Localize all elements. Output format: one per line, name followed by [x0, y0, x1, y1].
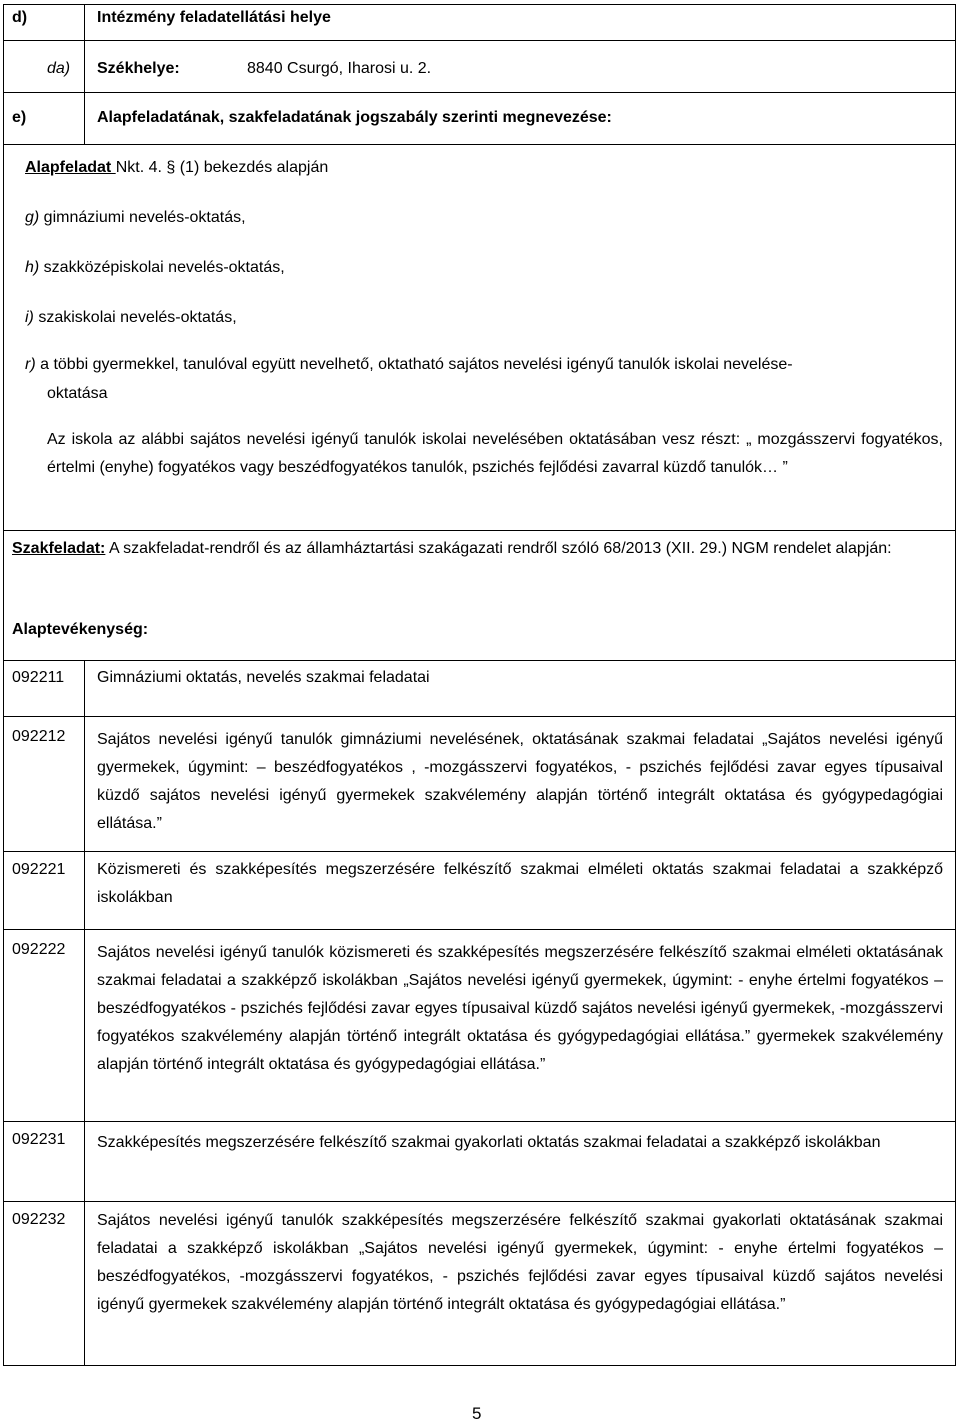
activity-description: Szakképesítés megszerzésére felkészítő szakmai gyakorlati oktatás szakmai feladatai a szakképző iskolákban: [97, 1134, 881, 1151]
row-divider: [3, 40, 956, 41]
list-letter: r): [25, 356, 36, 373]
row-divider: [3, 1121, 956, 1122]
column-divider: [84, 4, 85, 144]
row-divider: [3, 660, 956, 661]
section-d-label: d): [12, 9, 28, 26]
row-divider: [3, 716, 956, 717]
row-divider: [3, 851, 956, 852]
row-divider: [3, 530, 956, 531]
list-text: szakközépiskolai nevelés-oktatás,: [39, 259, 285, 276]
column-divider: [84, 660, 85, 1366]
list-letter: i): [25, 309, 34, 326]
activity-code: 092232: [12, 1211, 66, 1228]
activity-description: Sajátos nevelési igényű tanulók szakképesítés megszerzésére felkészítő szakmai gyakorlati oktatásának szakmai feladatai a szakképző iskolákban „Sajátos nevelési igényű gyermekek, úgymint: - enyhe értelmi fogyatékos – beszédfogyatékos, -mozgásszervi fogyatékos, - pszichés fejlődési zavar egyes típusaival küzdő sajátos nevelési igényű gyermekek szakvélemény alapján történő integrált oktatása és gyógypedagógiai ellátása.”: [97, 1212, 943, 1313]
page-number: 5: [472, 1404, 482, 1423]
szakfeladat-paragraph: [12, 535, 943, 563]
list-item: [25, 308, 237, 328]
section-e-label: e): [12, 109, 27, 126]
alapfeladat-ref: Nkt. 4. § (1) bekezdés alapján: [115, 159, 329, 176]
list-text-continuation: oktatása: [47, 385, 108, 402]
seat-address: 8840 Csurgó, Iharosi u. 2.: [247, 60, 432, 77]
section-d-title: Intézmény feladatellátási helye: [97, 9, 331, 26]
activity-code: 092212: [12, 728, 66, 745]
activity-code: 092231: [12, 1131, 66, 1148]
row-divider: [3, 92, 956, 93]
activity-description: Sajátos nevelési igényű tanulók közismereti és szakképesítés megszerzésére felkészítő szakmai elméleti oktatásának szakmai feladatai a szakképző iskolákban „Sajátos nevelési igényű gyermekek, úgymint: - enyhe értelmi fogyatékos – beszédfogyatékos - pszichés fejlődési zavar egyes típusaival küzdő sajátos nevelési igényű gyermekek, -mozgásszervi fogyatékos szakvélemény alapján történő integrált oktatása és gyógypedagógiai ellátása.” gyermekek szakvélemény alapján történő integrált oktatása és gyógypedagógiai ellátása.”: [97, 944, 943, 1073]
list-letter: g): [25, 209, 40, 226]
participation-paragraph: Az iskola az alábbi sajátos nevelési igényű tanulók iskolai nevelésében oktatásában vesz részt: „ mozgásszervi fogyatékos, értelmi (enyhe) fogyatékos vagy beszédfogyatékos tanulók, pszichés fejlődési zavarral küzdő tanulók… ”: [47, 431, 943, 476]
list-item: [25, 258, 285, 278]
section-e-title: Alapfeladatának, szakfeladatának jogszabály szerinti megnevezése:: [97, 109, 612, 126]
activity-description: Sajátos nevelési igényű tanulók gimnáziumi nevelésének, oktatásának szakmai feladatai „Sajátos nevelési igényű gyermekek, úgymint: – beszédfogyatékos , -mozgásszervi fogyatékos, - pszichés fejlődési zavar egyes típusaival küzdő sajátos nevelési igényű gyermekek szakvélemény alapján történő integrált oktatása és gyógypedagógiai ellátása.”: [97, 731, 943, 832]
alapfeladat-label: Alapfeladat: [25, 159, 116, 176]
list-item: [25, 355, 793, 375]
szakfeladat-label: Szakfeladat:: [12, 540, 106, 557]
activity-description: Közismereti és szakképesítés megszerzésére felkészítő szakmai elméleti oktatás szakmai feladatai a szakképző iskolákban: [97, 861, 943, 906]
row-divider: [3, 144, 956, 145]
alaptevekenyseg-heading: Alaptevékenység:: [12, 621, 149, 638]
section-da-label: da): [47, 60, 71, 77]
seat-key: Székhelye:: [97, 60, 180, 77]
szakfeladat-text: A szakfeladat-rendről és az államháztartási szakágazati rendről szóló 68/2013 (XII. 29.) NGM rendelet alapján:: [105, 540, 892, 557]
list-item: [25, 208, 246, 228]
activity-code: 092211: [12, 669, 65, 686]
activity-code: 092221: [12, 861, 66, 878]
list-text: gimnáziumi nevelés-oktatás,: [39, 209, 246, 226]
alapfeladat-line: [25, 158, 328, 178]
list-letter: h): [25, 259, 40, 276]
activity-description: Gimnáziumi oktatás, nevelés szakmai feladatai: [97, 669, 430, 686]
list-text: szakiskolai nevelés-oktatás,: [33, 309, 237, 326]
row-divider: [3, 929, 956, 930]
list-text: a többi gyermekkel, tanulóval együtt nevelhető, oktatható sajátos nevelési igényű tanulók iskolai nevelése-: [35, 356, 793, 373]
row-divider: [3, 1201, 956, 1202]
activity-code: 092222: [12, 941, 66, 958]
